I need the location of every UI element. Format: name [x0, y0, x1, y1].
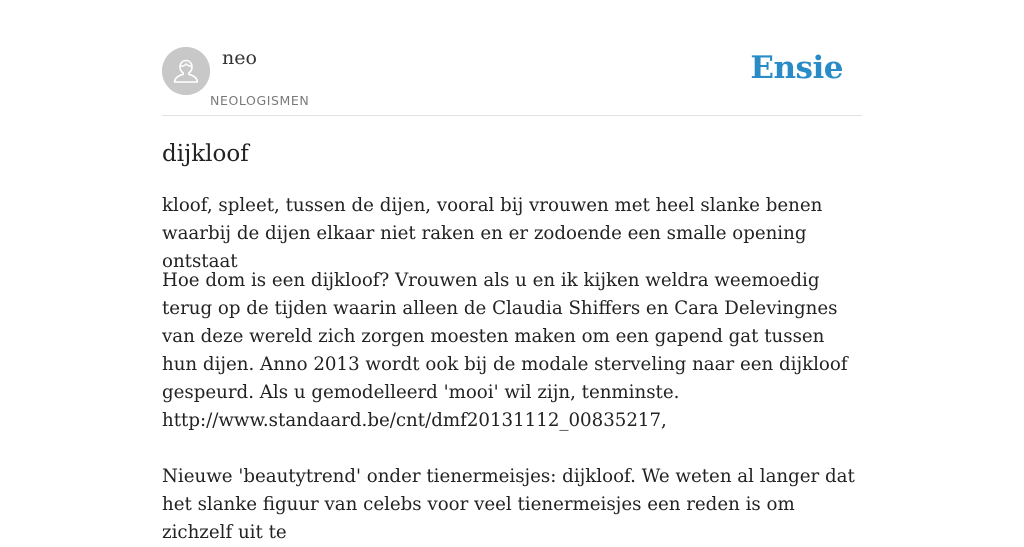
- entry-header: [162, 0, 862, 116]
- author-name[interactable]: neo: [222, 47, 257, 69]
- user-avatar[interactable]: [162, 47, 210, 95]
- entry-definition: kloof, spleet, tussen de dijen, vooral bij vrouwen met heel slanke benen waarbij de dijen elkaar niet raken en er zodoende een smalle opening ontstaat: [162, 195, 823, 272]
- entry-example: Hoe dom is een dijkloof? Vrouwen als u en ik kijken weldra weemoedig terug op de tijden waarin alleen de Claudia Shiffers en Cara Delevingnes van deze wereld zich zorgen moesten maken om een gapend gat tussen hun dijen. Anno 2013 wordt ook bij de modale sterveling naar een dijkloof gespeurd. Als u gemodelleerd 'mooi' wil zijn, tenminste. http://www.standaard.be/cnt/dmf20131112_00835217, Nieuwe 'beautytrend' onder tienermeisjes: dijkloof. We weten al langer dat het slanke figuur van celebs voor veel tienermeisjes een reden is om zichzelf uit te: [162, 270, 855, 543]
- page-content: [162, 0, 862, 543]
- site-logo[interactable]: Ensie: [750, 50, 843, 86]
- category-label[interactable]: NEOLOGISMEN: [210, 93, 310, 108]
- user-icon: [162, 47, 210, 95]
- entry-title: dijkloof: [162, 141, 249, 167]
